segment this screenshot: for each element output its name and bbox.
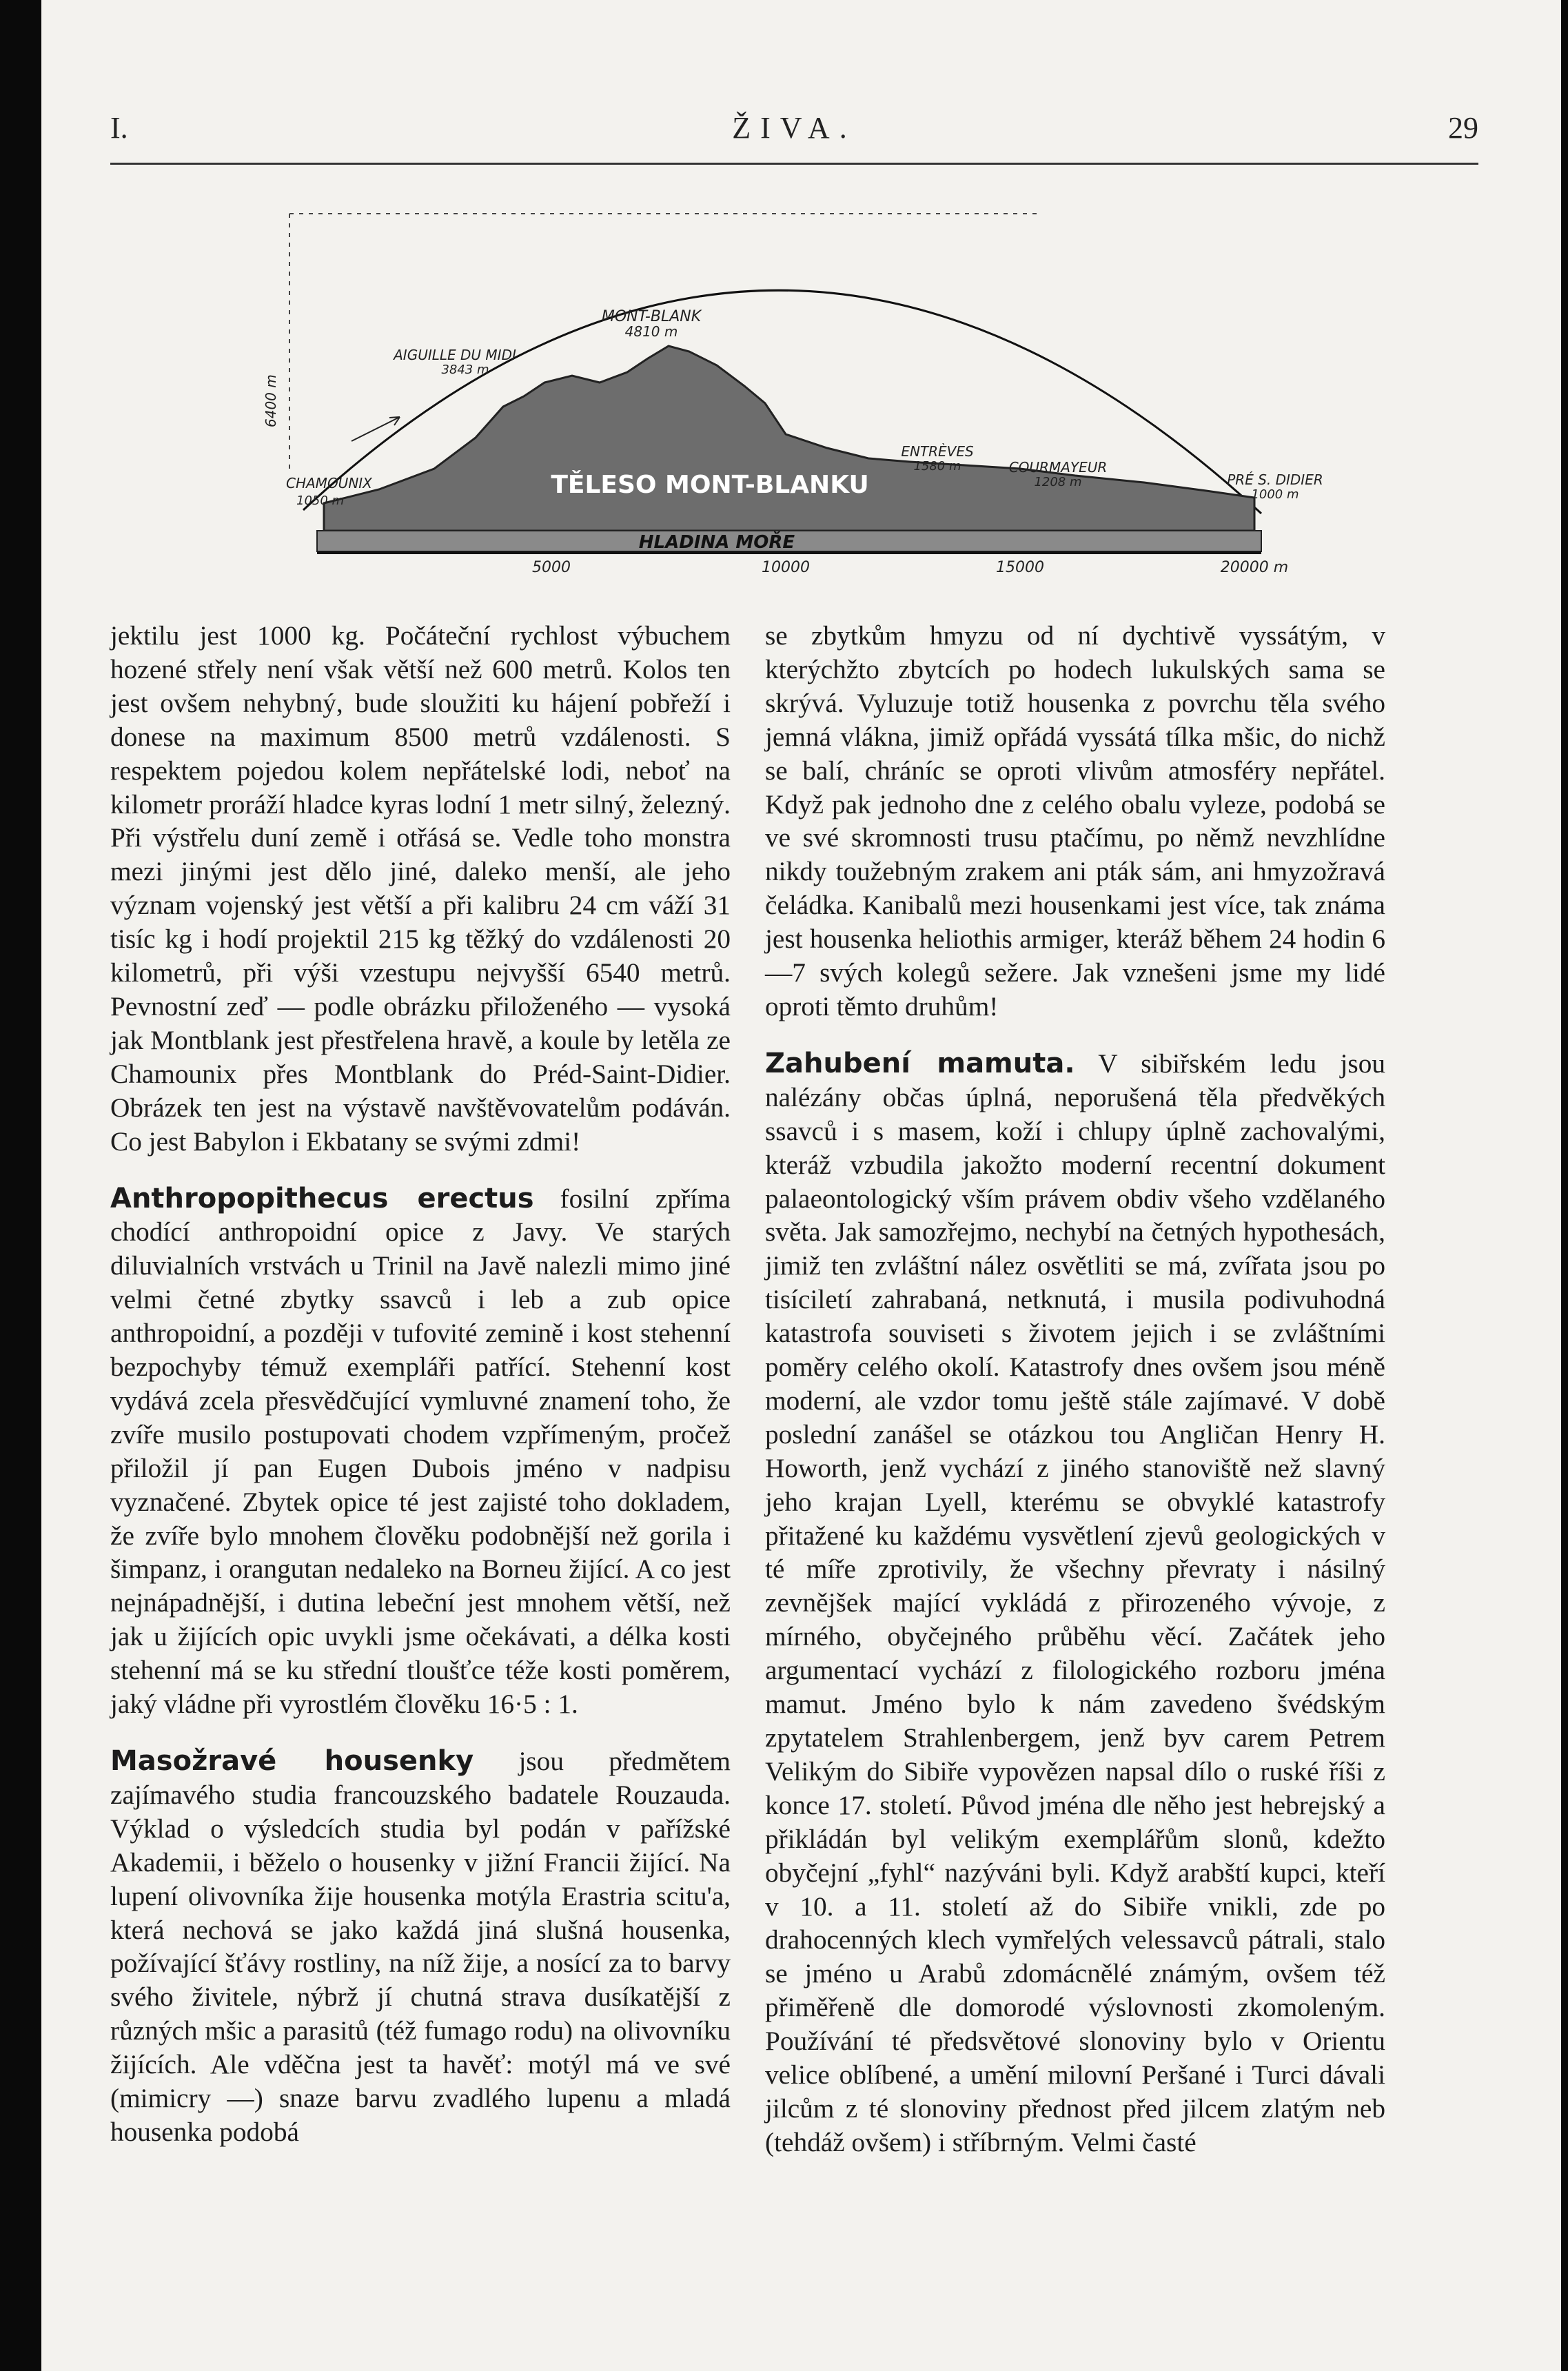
section-anthropopithecus — [110, 1182, 731, 1722]
label-aiguille-elev: 3843 m — [441, 363, 489, 377]
paragraph-projectile: jektilu jest 1000 kg. Počáteční rychlost výbuchem hozené střely není však větší než 600 metrů. Kolos ten jest ovšem nehybný, bude sloužiti ku hájení pobřeží i donese na maximum 8500 metrů vzdálenosti. S respektem pojedou kolem nepřátelské lodi, neboť na kilometr proráží hladce kyras lodní 1 metr silný, železný. Při výstřelu duní země i otřásá se. Vedle toho monstra mezi jinými jest dělo jiné, daleko menší, ale jeho význam vojenský jest větší a při kalibru 24 cm váží 31 tisíc kg i hodí projektil 215 kg těžký do vzdálenosti 20 kilometrů, při výši vzestupu nejvyšší 6540 metrů. Pevnostní zeď — podle obrázku přiloženého — vysoká jak Montblank jest přestřelena hravě, a koule by letěla ze Chamounix přes Montblank do Préd-Saint-Didier. Obrázek ten jest na výstavě navštěvovatelům podáván. Co jest Babylon i Ekbatany se svými zdmi! — [110, 620, 731, 1157]
page — [41, 0, 1561, 2371]
label-entreves-elev: 1580 m — [913, 459, 961, 474]
label-mont-blank: MONT-BLANK — [601, 308, 702, 325]
x-tick-5000: 5000 — [532, 559, 571, 576]
label-chamounix-elev: 1050 m — [296, 493, 345, 508]
paragraph-housenka-cont: se zbytkům hmyzu od ní dychtivě vyssátým, v kterýchžto zbytcích po hodech lukulských sama se skrývá. Vyluzuje totiž housenka z povrchu těla svého jemná vlákna, jimiž opřádá vyssátá tílka mšic, do nichž se balí, chráníc se oproti vlivům atmosféry nepřátel. Když pak jednoho dne z celého obalu vyleze, podobá se ve své skromnosti trusu ptačímu, po němž nevzhlídne nikdy toužebným zrakem ani pták sám, ani hmyzožravá čeládka. Kanibalů mezi housenkami jest více, tak známa jest housenka heliothis armiger, kteráž během 24 hodin 6—7 svých kolegů sežere. Jak vznešeni jsme my lidé oproti těmto druhům! — [765, 620, 1385, 1021]
label-pre-s-didier: PRÉ S. DIDIER — [1227, 471, 1323, 488]
x-tick-15000: 15000 — [996, 559, 1044, 576]
x-tick-20000: 20000 m — [1220, 559, 1289, 576]
header-rule — [110, 163, 1478, 165]
mont-blanc-profile-figure — [263, 200, 1323, 593]
label-height-mark: 6400 m — [263, 374, 279, 427]
volume-number: I. — [110, 111, 128, 145]
section-title: Zahubení mamuta. — [765, 1047, 1075, 1079]
profile-diagram — [263, 200, 1323, 593]
label-entreves: ENTRÈVES — [901, 443, 974, 460]
x-tick-10000: 10000 — [762, 559, 810, 576]
label-courmayeur-elev: 1208 m — [1034, 475, 1082, 489]
right-column — [765, 619, 1385, 2159]
page-header — [110, 110, 1478, 152]
section-body: fosilní zpříma chodící anthropoidní opice z Javy. Ve starých diluvialních vrstvách u Trinil na Javě nalezli mimo jiné velmi četné zbytky ssavců i leb a zub opice anthropoidní, a později v tufovité zemině i kost stehenní bezpochyby témuž exempláři patřící. Stehenní kost vydává zcela přesvědčující vymluvné znamení toho, že zvíře musilo postupovati chodem vzpřímeným, pročež přiložil jí pan Eugen Dubois jméno v nadpisu vyznačené. Zbytek opice té jest zajisté toho dokladem, že zvíře bylo mnohem člověku podobnější než gorila i šimpanz, i orangutan nedaleko na Borneu žijící. A co jest nejnápadnější, i dutina lebeční jest mnohem větší, než jak u žijících opic uvykli jsme očekávati, a délka kosti stehenní má se ku střední tloušťce téže kosti poměrem, jaký vládne při vyrostlém člověku 16·5 : 1. — [110, 1183, 731, 1720]
section-title: Masožravé housenky — [110, 1745, 474, 1777]
section-housenky — [110, 1744, 731, 2149]
page-number: 29 — [1448, 111, 1478, 145]
section-body: V sibiřském ledu jsou nalézány občas úplná, neporušená těla předvěkých ssavců i s masem, koží i chlupy úplně zachovalými, kteráž vzbudila jakožto moderní recentní dokument palaeontologický vším právem obdiv všeho vzdělaného světa. Jak samozřejmo, nechybí na četných hypothesách, jimiž ten zvláštní nález osvětliti se má, zvířata jsou po tisíciletí zahrabaná, netknutá, i musila podivuhodná katastrofa souviseti s životem jejich i se zvláštními poměry celého okolí. Katastrofy dnes ovšem jsou méně moderní, ale vzdor tomu ještě stále zajímavé. V době poslední zanášel se otázkou tou Angličan Henry H. Howorth, jenž vychází z jiného stanoviště než slavný jeho krajan Lyell, kterému se obvyklé katastrofy přitažené ku každému vysvětlení zjevů geologických v té míře zprotivily, že všechny převraty i násilný zevnějšek mající vykládá z přirozeného vývoje, z mírného, obyčejného průběhu věcí. Začátek jeho argumentací vychází z filologického rozboru jména mamut. Jméno bylo k nám zavedeno švédským zpytatelem Strahlenbergem, jenž byv carem Petrem Velikým do Sibiře vypovězen napsal dílo o ruské říši z konce 17. století. Původ jména dle něho jest hebrejský a přikládán byl velikým exemplářům slonů, kdežto obyčejní „fyhl“ nazýváni byli. Když arabští kupci, kteří v 10. a 11. století až do Sibiře vnikli, zde po drahocenných klech vymřelých velessavců pátrali, stalo se jméno u Arabů zdomácnělé známým, ovšem též přiměřeně dle domorodé výslovnosti zkomoleným. Používání té předsvětové slonoviny bylo v Orientu velice oblíbené, a umění milovní Peršané i Turci dávali jilcům z té slonoviny přednost před jilcem zlatým neb (tehdáž ovšem) i stříbrným. Velmi časté — [765, 1048, 1386, 2157]
label-mont-blank-elev: 4810 m — [624, 323, 678, 340]
section-title: Anthropopithecus erectus — [110, 1182, 534, 1214]
sea-level-label: HLADINA MOŘE — [638, 532, 795, 553]
journal-title: ŽIVA. — [732, 111, 857, 145]
label-chamounix: CHAMOUNIX — [286, 475, 372, 491]
left-column — [110, 619, 731, 2149]
section-mamut — [765, 1047, 1385, 2159]
label-courmayeur: COURMAYEUR — [1008, 459, 1108, 476]
label-pre-s-didier-elev: 1000 m — [1251, 487, 1299, 502]
figure-title: TĚLESO MONT-BLANKU — [551, 471, 869, 499]
label-aiguille: AIGUILLE DU MIDI — [394, 347, 516, 363]
section-body: jsou předmětem zajímavého studia francouzského badatele Rouzauda. Výklad o výsledcích studia byl podán v pařížské Akademii, i běželo o housenky v jižní Francii žijící. Na lupení olivovníka žije housenka motýla Erastria scitu'a, která nechová se jako každá jiná slušná housenka, požívající šťávy rostliny, na níž žije, a nosící za to barvy svého živitele, nýbrž jí chutná strava dusíkatější z různých mšic a parasitů (též fumago rodu) na olivovníku žijících. Ale vděčna jest ta havěť: motýl má ve své (mimicry —) snaze barvu zvadlého lupenu a mladá housenka podobá — [110, 1746, 731, 2147]
